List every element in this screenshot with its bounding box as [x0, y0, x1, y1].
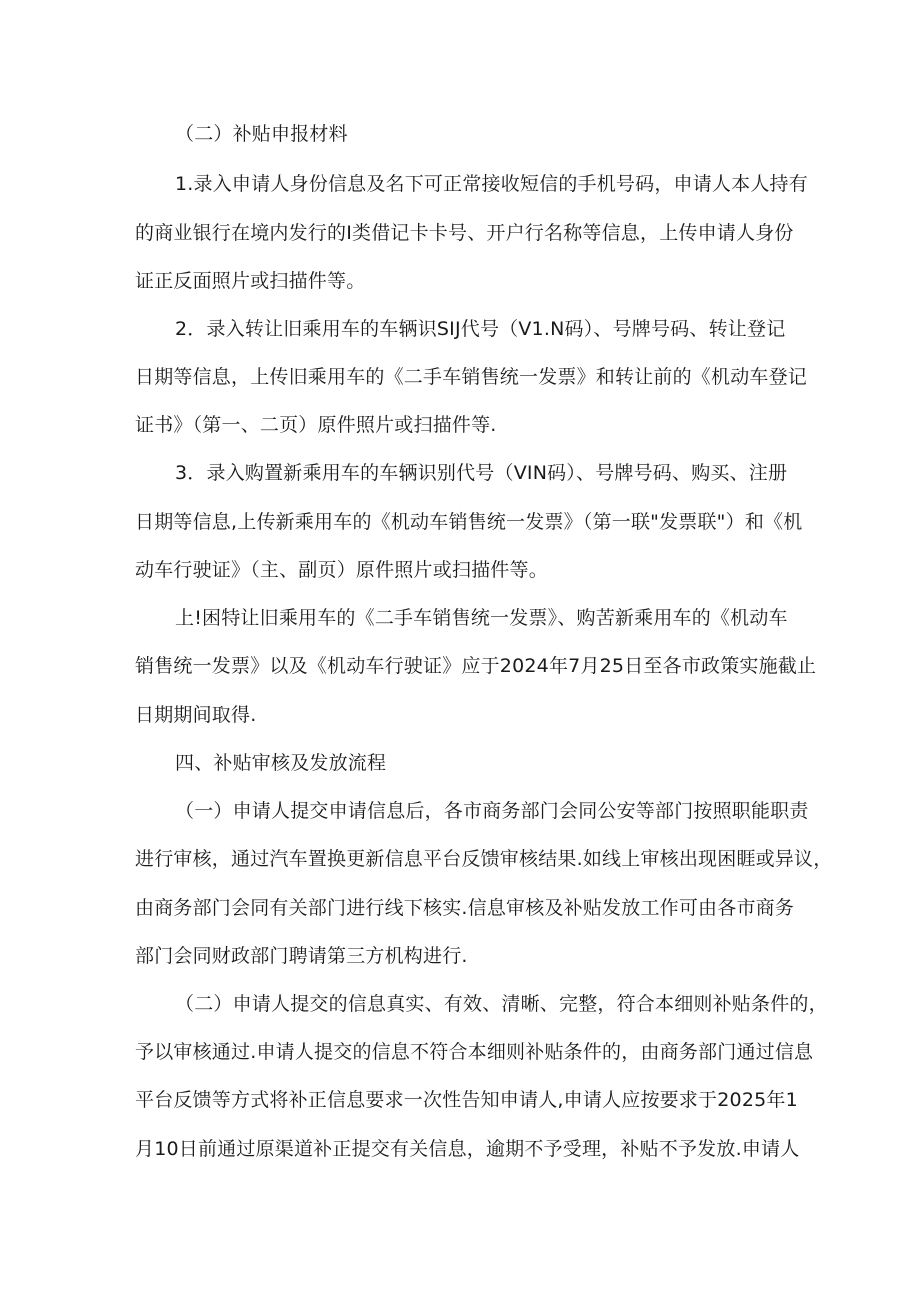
paragraph-line: 的商业银行在境内发行的I类借记卡卡号、开户行名称等信息，上传申请人身份 [135, 222, 794, 244]
paragraph-line: 3．录入购置新乘用车的车辆识别代号（VIN码）、号牌号码、购买、注册 [175, 462, 788, 484]
paragraph-line: 动车行驶证》（主、副页）原件照片或扫描件等。 [135, 559, 548, 581]
section-heading: 四、补贴审核及发放流程 [175, 752, 387, 774]
paragraph-line: 证书》（第一、二页）原件照片或扫描件等. [135, 414, 497, 436]
paragraph-line: （一）申请人提交申请信息后，各市商务部门会同公安等部门按照职能职责 [175, 800, 809, 822]
paragraph-line: 日期等信息,上传新乘用车的《机动车销售统一发票》（第一联"发票联"）和《机 [135, 511, 803, 533]
paragraph-line: 证正反面照片或扫描件等。 [135, 270, 366, 292]
section-heading: （二）补贴申报材料 [175, 123, 348, 145]
paragraph-line: 平台反馈等方式将补正信息要求一次性告知申请人,申请人应按要求于2025年1 [135, 1089, 798, 1111]
paragraph-line: （二）申请人提交的信息真实、有效、清晰、完整，符合本细则补贴条件的， [175, 993, 828, 1015]
paragraph-line: 2．录入转让旧乘用车的车辆识SIJ代号（V1.N码）、号牌号码、转让登记 [175, 318, 786, 340]
paragraph-line: 由商务部门会同有关部门进行线下核实.信息审核及补贴发放工作可由各市商务 [135, 897, 795, 919]
paragraph-line: 1.录入申请人身份信息及名下可正常接收短信的手机号码，申请人本人持有 [175, 173, 808, 195]
paragraph-line: 日期期间取得. [135, 704, 257, 726]
paragraph-line: 进行审核，通过汽车置换更新信息平台反馈审核结果.如线上审核出现困睚或异议， [135, 848, 833, 870]
paragraph-line: 予以审核通过.申请人提交的信息不符合本细则补贴条件的，由商务部门通过信息 [135, 1041, 814, 1063]
paragraph-line: 上!困特让旧乘用车的《二手车销售统一发票》、购苦新乘用车的《机动车 [175, 607, 788, 629]
paragraph-line: 销售统一发票》以及《机动车行驶证》应于2024年7月25日至各市政策实施截止 [135, 655, 817, 677]
paragraph-line: 部门会同财政部门聘请第三方机构进行. [135, 945, 468, 967]
paragraph-line: 月10日前通过原渠道补正提交有关信息，逾期不予受理，补贴不予发放.申请人 [135, 1138, 800, 1160]
paragraph-line: 日期等信息，上传旧乘用车的《二手车销售统一发票》和转让前的《机动车登记 [135, 366, 808, 388]
